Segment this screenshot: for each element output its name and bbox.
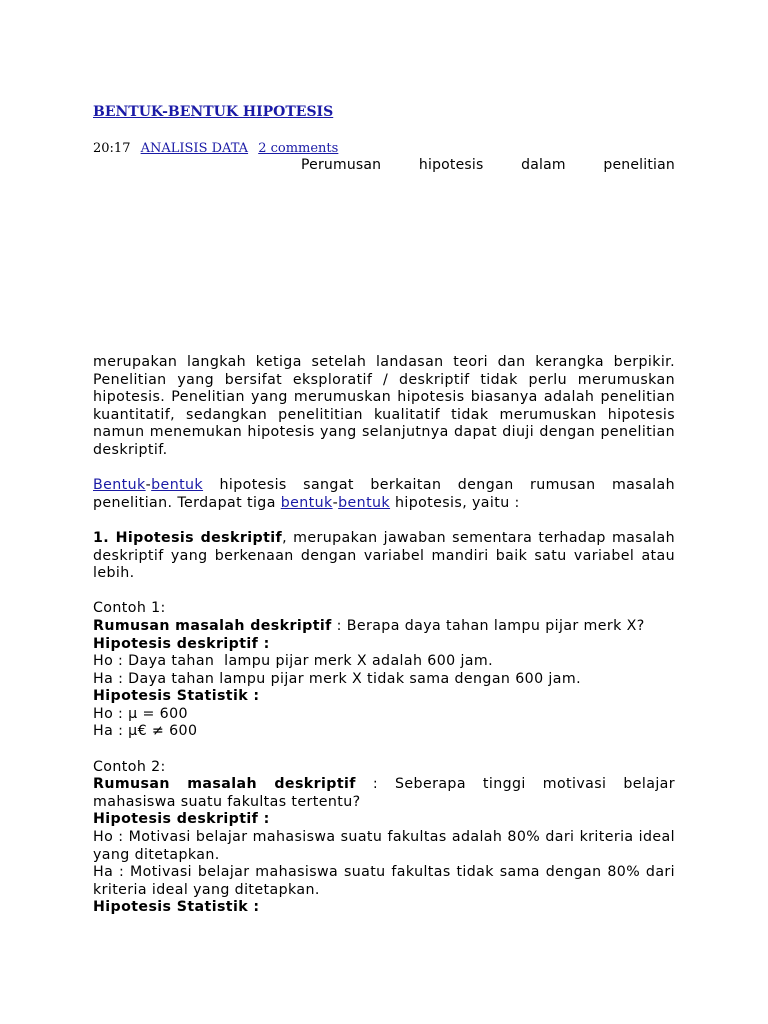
post-category-link[interactable]: ANALISIS DATA (140, 141, 249, 156)
contoh-2-hs-label (93, 899, 675, 917)
bentuk-link-4[interactable]: bentuk (338, 494, 391, 511)
contoh-1-hs-label (93, 688, 675, 706)
contoh-1-ha-stat: Ha : μ€ ≠ 600 (93, 723, 198, 740)
section-1-paragraph (93, 530, 675, 583)
contoh-2-hd-label-text: Hipotesis deskriptif : (93, 811, 270, 828)
contoh-2-ho: Ho : Motivasi belajar mahasiswa suatu fakultas adalah 80% dari kriteria ideal yang ditetapkan. (93, 829, 675, 863)
section-1-heading: 1. Hipotesis deskriptif (93, 529, 283, 546)
contoh-1-ho: Ho : Daya tahan lampu pijar merk X adalah 600 jam. (93, 653, 494, 670)
contoh-2-label: Contoh 2: (93, 758, 166, 775)
contoh-1-hs-label-text: Hipotesis Statistik : (93, 688, 260, 705)
forms-paragraph (93, 477, 675, 512)
intro-first-line: Perumusan hipotesis dalam penelitian (301, 157, 675, 173)
contoh-1-hd-label (93, 636, 675, 654)
post-comments-link[interactable]: 2 comments (258, 141, 339, 156)
bentuk-link-2[interactable]: bentuk (151, 477, 204, 494)
contoh-2-rm-text: : Seberapa tinggi motivasi belajar mahasiswa suatu fakultas tertentu? (93, 776, 675, 810)
contoh-1-rm-text: : Berapa daya tahan lampu pijar merk X? (331, 617, 645, 634)
contoh-2-ha: Ha : Motivasi belajar mahasiswa suatu fakultas tidak sama dengan 80% dari kriteria ideal yang ditetapkan. (93, 864, 675, 898)
post-title[interactable] (93, 104, 333, 120)
contoh-1-rumusan (93, 618, 675, 636)
intro-paragraph: merupakan langkah ketiga setelah landasan teori dan kerangka berpikir. Penelitian yang bersifat eksploratif / deskriptif tidak perlu merumuskan hipotesis. Penelitian yang merumuskan hipotesis biasanya adalah penelitian kuantitatif, sedangkan penelititian kualitatif tidak merumuskan hipotesis namun menemukan hipotesis yang selanjutnya dapat diuji dengan penelitian deskriptif. (93, 354, 675, 458)
dash-1: - (145, 477, 152, 494)
contoh-1-block (93, 600, 675, 741)
contoh-2-rm-label: Rumusan masalah deskriptif (93, 776, 356, 793)
contoh-2-hd-label (93, 811, 675, 829)
post-body (93, 354, 675, 917)
section-1-text: , merupakan jawaban sementara terhadap masalah deskriptif yang berkenaan dengan variabel mandiri baik satu variabel atau lebih. (93, 529, 675, 582)
post-title-link[interactable]: BENTUK-BENTUK HIPOTESIS (93, 104, 334, 120)
contoh-1-label: Contoh 1: (93, 600, 166, 617)
post-meta (93, 141, 338, 156)
contoh-2-rumusan (93, 776, 675, 811)
contoh-1-ho-stat: Ho : μ = 600 (93, 705, 188, 722)
dash-2: - (332, 494, 339, 511)
contoh-2-hs-label-text: Hipotesis Statistik : (93, 899, 260, 916)
bentuk-link-1[interactable]: Bentuk (93, 477, 146, 494)
forms-text-1: hipotesis sangat berkaitan dengan rumusan masalah penelitian. Terdapat tiga (93, 477, 675, 511)
contoh-1-ha: Ha : Daya tahan lampu pijar merk X tidak sama dengan 600 jam. (93, 670, 581, 687)
bentuk-link-3[interactable]: bentuk (280, 494, 333, 511)
contoh-1-rm-label: Rumusan masalah deskriptif (93, 617, 332, 634)
contoh-2-block (93, 759, 675, 917)
post-time: 20:17 (93, 141, 131, 156)
contoh-1-hd-label-text: Hipotesis deskriptif : (93, 635, 270, 652)
forms-text-2: hipotesis, yaitu : (390, 494, 520, 511)
